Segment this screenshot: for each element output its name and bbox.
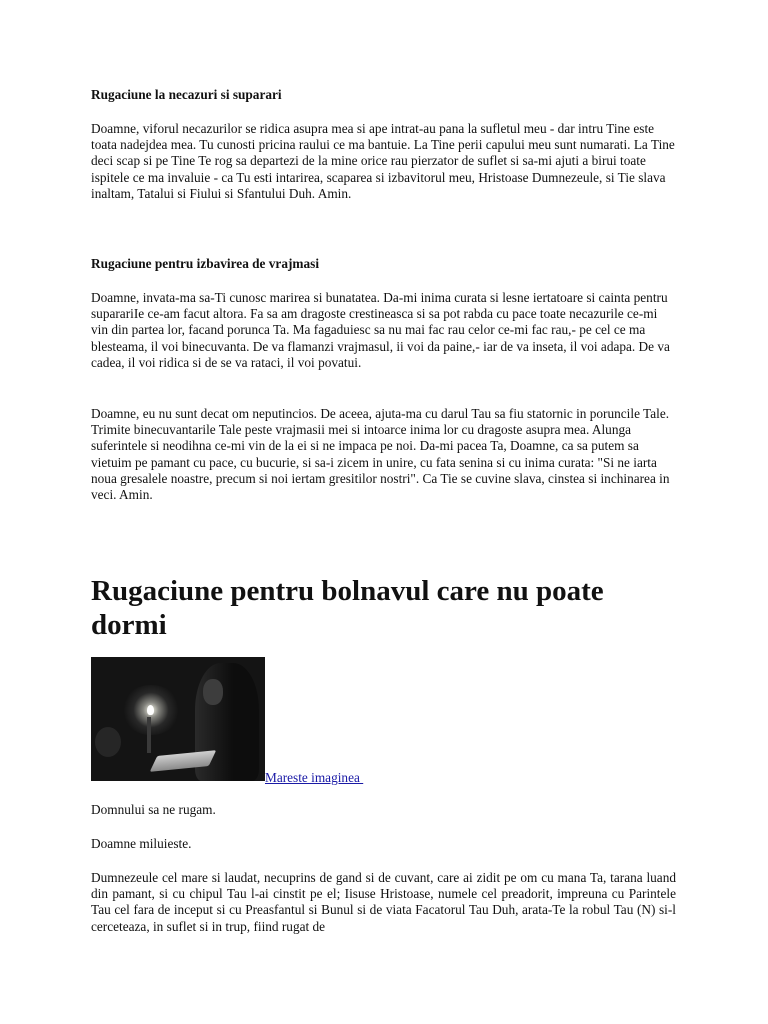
heading-necazuri: Rugaciune la necazuri si suparari [91, 87, 282, 102]
paragraph-necazuri: Doamne, viforul necazurilor se ridica asupra mea si ape intrat-au pana la sufletul meu - dar intru Tine este toata nadejdea mea. Tu cunosti pricina raului ce ma bantuie. La Tine perii capului meu sunt numarati. La Tine deci scap si pe Tine Te rog sa departezi de la mine orice rau pierzator de suflet si sa-mi ajuti a birui toate ispitele ce ma invaluie - ca Tu esti intarirea, scaparea si izbavitorul meu, Hristoase Dumnezeule, si Tie slava inaltam, Tatalui si Fiului si Sfantului Duh. Amin. [91, 121, 675, 201]
candle-stand [147, 717, 151, 753]
paragraph-vrajmasi-1: Doamne, invata-ma sa-Ti cunosc marirea si bunatatea. Da-mi inima curata si lesne iertatoare si cainta pentru suparariIe ce-am facut altora. Fa sa am dragoste crestineasca si sa pot rabda cu pace toate necazurile ce-mi vin din partea lor, facand porunca Ta. Ma fagaduiesc sa nu mai fac rau celor ce-mi fac rau,- pe cel ce ma blesteama, il voi binecuvanta. De va flamanzi vrajmasul, ii voi da paine,- iar de va inseta, il voi adapa. De va cadea, il voi ridica si de se va rataci, il voi povatui. [91, 290, 670, 370]
enlarge-image-link[interactable]: Mareste imaginea [265, 770, 364, 785]
candle-flame [147, 705, 154, 715]
prayer-candle-photo[interactable] [91, 657, 265, 781]
heading-vrajmasi: Rugaciune pentru izbavirea de vrajmasi [91, 256, 320, 271]
figure-face [203, 679, 223, 705]
paragraph-bolnavul: Dumnezeule cel mare si laudat, necuprins de gand si de cuvant, care ai zidit pe om cu mana Ta, tarana luand din pamant, si cu chipul Tau l-ai cinstit pe el; Iisuse Hristoase, numele cel preadorit, impreuna cu Parintele Tau cel fara de inceput si cu Preasfantul si Bunul si de viata Facatorul Tau Duh, arata-Te la robul Tau (N) si-l cerceteaza, in suflet si in trup, fiind rugat de [91, 870, 676, 934]
background-figure [95, 727, 121, 757]
line-domnului: Domnului sa ne rugam. [91, 802, 216, 817]
line-miluieste: Doamne miluieste. [91, 836, 192, 851]
paragraph-vrajmasi-2: Doamne, eu nu sunt decat om neputincios. De aceea, ajuta-ma cu darul Tau sa fiu statornic in poruncile Tale. Trimite binecuvantarile Tale peste vrajmasii mei si intoarce inima lor cu dragoste asupra mea. Alunga suferintele si neodihna ce-mi vin de la ei si ne impaca pe noi. Da-mi pacea Ta, Doamne, ca sa putem sa vietuim pe pamant cu pace, cu bucurie, si sa-i zicem in unire, cu fata senina si cu inima curata: "Si ne iarta noua gresalele noastre, precum si noi iertam gresitilor nostri". Ca Tie se cuvine slava, cinstea si inchinarea in veci. Amin. [91, 406, 670, 503]
heading-bolnavul: Rugaciune pentru bolnavul care nu poate dormi [91, 575, 604, 641]
